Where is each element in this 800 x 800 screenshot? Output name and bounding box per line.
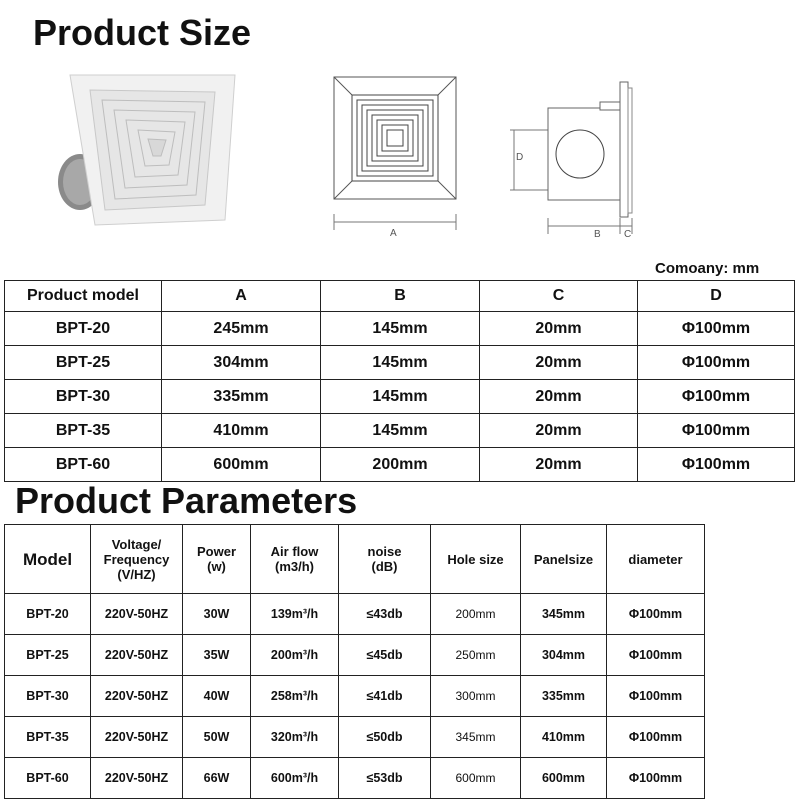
cell-hole-size: 600mm — [431, 758, 521, 799]
cell-model: BPT-35 — [5, 717, 91, 758]
cell-model: BPT-25 — [5, 346, 162, 380]
table-row — [5, 380, 795, 414]
header-power-line2: (w) — [207, 559, 226, 574]
cell-b: 200mm — [321, 448, 480, 482]
cell-model: BPT-25 — [5, 635, 91, 676]
cell-power: 35W — [183, 635, 251, 676]
cell-model: BPT-30 — [5, 380, 162, 414]
cell-a: 600mm — [162, 448, 321, 482]
cell-c: 20mm — [480, 312, 638, 346]
table-row — [5, 676, 705, 717]
cell-power: 66W — [183, 758, 251, 799]
cell-d: Φ100mm — [638, 448, 795, 482]
dimension-label-b: B — [594, 229, 601, 240]
cell-power: 50W — [183, 717, 251, 758]
table-row — [5, 448, 795, 482]
cell-model: BPT-20 — [5, 594, 91, 635]
cell-power: 40W — [183, 676, 251, 717]
table-row — [5, 312, 795, 346]
cell-d: Φ100mm — [638, 346, 795, 380]
header-noise-line2: (dB) — [371, 559, 398, 574]
header-voltage-line1: Voltage/ — [111, 536, 162, 552]
unit-note: Comoany: mm — [655, 260, 760, 277]
cell-d: Φ100mm — [638, 414, 795, 448]
cell-airflow: 320m³/h — [251, 717, 339, 758]
cell-d: Φ100mm — [638, 312, 795, 346]
cell-hole-size: 300mm — [431, 676, 521, 717]
table-row — [5, 758, 705, 799]
cell-diameter: Φ100mm — [607, 758, 705, 799]
cell-c: 20mm — [480, 414, 638, 448]
cell-panel-size: 345mm — [521, 594, 607, 635]
cell-a: 245mm — [162, 312, 321, 346]
cell-a: 304mm — [162, 346, 321, 380]
header-panel-size: Panelsize — [521, 525, 607, 594]
cell-c: 20mm — [480, 380, 638, 414]
cell-airflow: 200m³/h — [251, 635, 339, 676]
cell-model: BPT-30 — [5, 676, 91, 717]
cell-c: 20mm — [480, 448, 638, 482]
header-voltage-line2: Frequency — [103, 551, 170, 567]
header-power-line1: Power — [196, 544, 236, 559]
cell-voltage: 220V-50HZ — [91, 635, 183, 676]
header-power — [183, 525, 251, 594]
cell-panel-size: 335mm — [521, 676, 607, 717]
size-table — [4, 280, 795, 482]
header-airflow-line1: Air flow — [270, 544, 319, 559]
parameters-header-row — [5, 525, 705, 594]
cell-voltage: 220V-50HZ — [91, 758, 183, 799]
cell-airflow: 600m³/h — [251, 758, 339, 799]
cell-model: BPT-20 — [5, 312, 162, 346]
header-c: C — [480, 281, 638, 312]
header-b: B — [321, 281, 480, 312]
header-noise-line1: noise — [367, 544, 402, 559]
cell-diameter: Φ100mm — [607, 594, 705, 635]
cell-airflow: 258m³/h — [251, 676, 339, 717]
side-view-diagram — [508, 80, 643, 240]
header-voltage-line3: (V/HZ) — [117, 566, 156, 582]
header-product-model: Product model — [5, 281, 162, 312]
dimension-label-c: C — [624, 229, 632, 240]
header-a: A — [162, 281, 321, 312]
product-parameters-title: Product Parameters — [15, 480, 358, 521]
cell-c: 20mm — [480, 346, 638, 380]
cell-hole-size: 200mm — [431, 594, 521, 635]
table-row — [5, 635, 705, 676]
cell-b: 145mm — [321, 312, 480, 346]
header-hole-size: Hole size — [431, 525, 521, 594]
table-row — [5, 594, 705, 635]
cell-model: BPT-60 — [5, 448, 162, 482]
cell-panel-size: 304mm — [521, 635, 607, 676]
cell-model: BPT-35 — [5, 414, 162, 448]
cell-a: 335mm — [162, 380, 321, 414]
cell-panel-size: 410mm — [521, 717, 607, 758]
cell-diameter: Φ100mm — [607, 635, 705, 676]
cell-diameter: Φ100mm — [607, 676, 705, 717]
cell-b: 145mm — [321, 380, 480, 414]
dimension-label-d: D — [516, 152, 524, 163]
table-row — [5, 346, 795, 380]
cell-b: 145mm — [321, 346, 480, 380]
header-d: D — [638, 281, 795, 312]
cell-noise: ≤53db — [339, 758, 431, 799]
cell-airflow: 139m³/h — [251, 594, 339, 635]
cell-voltage: 220V-50HZ — [91, 676, 183, 717]
header-airflow — [251, 525, 339, 594]
table-row — [5, 414, 795, 448]
cell-a: 410mm — [162, 414, 321, 448]
product-size-title: Product Size — [33, 12, 252, 53]
header-model: Model — [5, 525, 91, 594]
cell-d: Φ100mm — [638, 380, 795, 414]
cell-noise: ≤45db — [339, 635, 431, 676]
parameters-table — [4, 524, 705, 799]
cell-panel-size: 600mm — [521, 758, 607, 799]
cell-diameter: Φ100mm — [607, 717, 705, 758]
cell-hole-size: 250mm — [431, 635, 521, 676]
cell-noise: ≤43db — [339, 594, 431, 635]
front-view-diagram — [330, 74, 465, 244]
dimension-label-a: A — [390, 228, 397, 239]
header-noise — [339, 525, 431, 594]
cell-power: 30W — [183, 594, 251, 635]
header-airflow-line2: (m3/h) — [275, 559, 314, 574]
cell-noise: ≤50db — [339, 717, 431, 758]
cell-voltage: 220V-50HZ — [91, 717, 183, 758]
header-voltage — [91, 525, 183, 594]
fan-photo — [40, 70, 240, 230]
size-table-header-row — [5, 281, 795, 312]
cell-b: 145mm — [321, 414, 480, 448]
cell-hole-size: 345mm — [431, 717, 521, 758]
cell-model: BPT-60 — [5, 758, 91, 799]
cell-noise: ≤41db — [339, 676, 431, 717]
header-diameter: diameter — [607, 525, 705, 594]
table-row — [5, 717, 705, 758]
cell-voltage: 220V-50HZ — [91, 594, 183, 635]
